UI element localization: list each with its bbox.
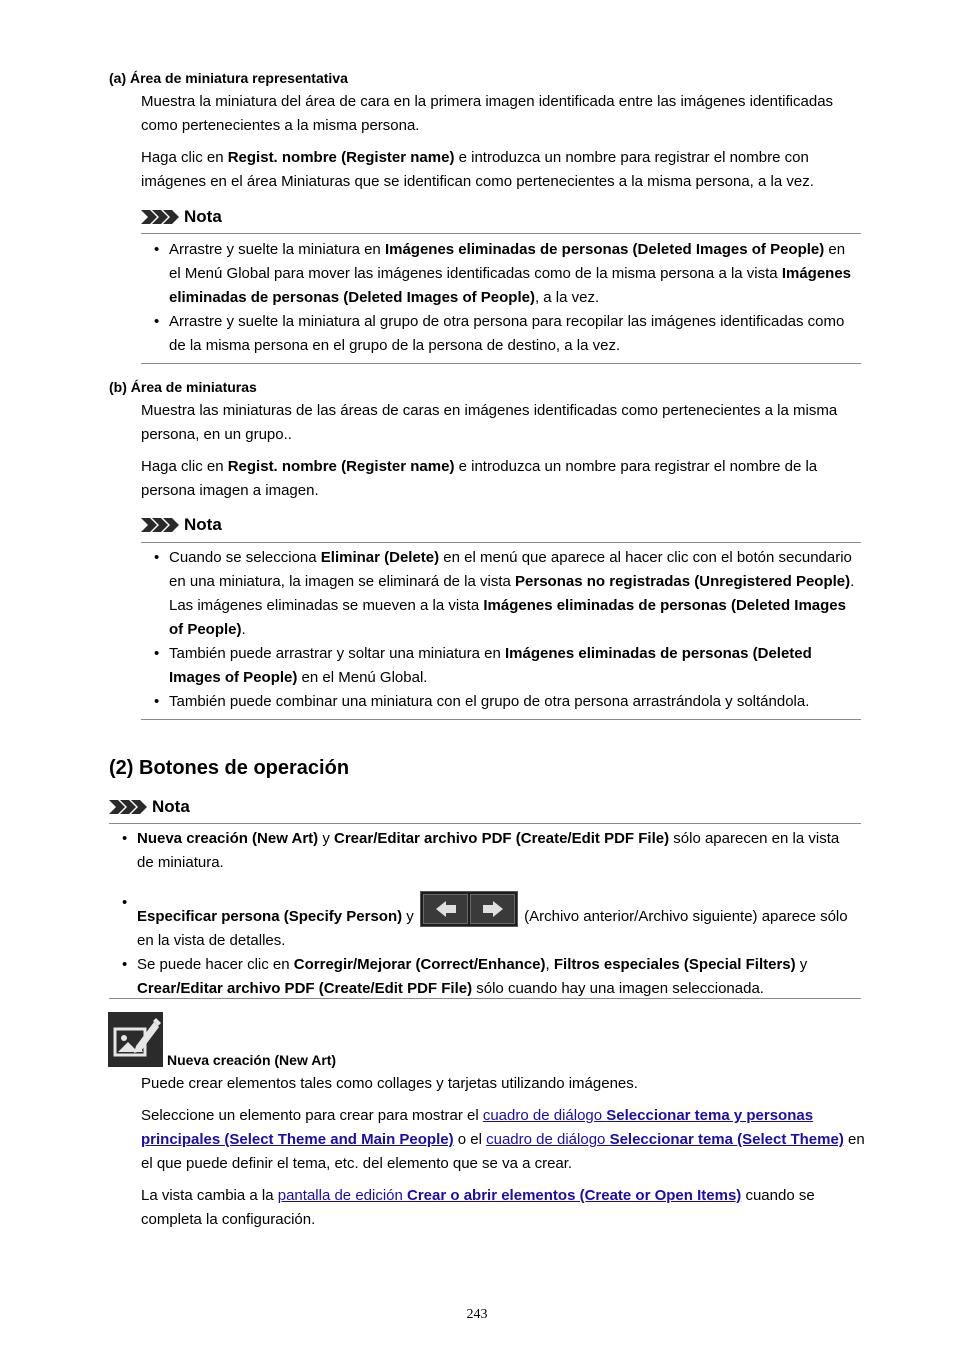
prev-file-icon bbox=[423, 894, 468, 924]
list-item: • Cuando se selecciona Eliminar (Delete) en el menú que aparece al hacer clic con el botón secundario en una miniatura, la imagen se eliminará de la vista Personas no registradas (Unregistered People). Las imágenes eliminadas se mueven a la vista Imágenes eliminadas de personas (Deleted Images of People). bbox=[141, 546, 861, 642]
select-theme-link[interactable]: cuadro de diálogo Seleccionar tema (Select Theme) bbox=[486, 1131, 844, 1148]
new-art-title: Nueva creación (New Art) bbox=[167, 1052, 337, 1068]
note-heading-a bbox=[141, 205, 222, 229]
note-box-2 bbox=[109, 823, 861, 999]
create-open-items-link[interactable]: pantalla de edición Crear o abrir elementos (Create or Open Items) bbox=[277, 1187, 742, 1204]
new-art-paragraph-1: Puede crear elementos tales como collages y tarjetas utilizando imágenes. bbox=[141, 1075, 638, 1092]
note-heading-2 bbox=[109, 795, 190, 819]
note-arrows-icon bbox=[141, 208, 179, 226]
prev-next-file-buttons bbox=[420, 891, 518, 927]
section-b-paragraph-2: Haga clic en Regist. nombre (Register name) e introduzca un nombre para registrar el nombre de la persona imagen a imagen. bbox=[141, 458, 818, 499]
section-b-title: (b) Área de miniaturas bbox=[109, 379, 257, 395]
section-b-paragraph-1: Muestra las miniaturas de las áreas de caras en imágenes identificadas como pertenecientes a la misma persona, en un grupo.. bbox=[141, 402, 838, 443]
note-box-b bbox=[141, 542, 861, 720]
note-heading-b bbox=[141, 513, 222, 537]
note-arrows-icon bbox=[109, 798, 147, 816]
note-arrows-icon bbox=[141, 516, 179, 534]
register-name-term: Regist. nombre (Register name) bbox=[227, 149, 455, 166]
list-item: • Especificar persona (Specify Person) y (Archivo anterior/Archivo siguiente) aparece sólo en la vista de detalles. bbox=[109, 891, 861, 953]
section-a-paragraph-2: Haga clic en Regist. nombre (Register name) e introduzca un nombre para registrar el nombre con imágenes en el área Miniaturas que se identifican como pertenecientes a la misma persona, a la vez. bbox=[141, 149, 814, 190]
list-item: • Se puede hacer clic en Corregir/Mejorar (Correct/Enhance), Filtros especiales (Special Filters) y Crear/Editar archivo PDF (Create/Edit PDF File) sólo cuando hay una imagen seleccionada. bbox=[109, 953, 861, 1001]
note-label: Nota bbox=[184, 515, 222, 534]
section-2-heading: (2) Botones de operación bbox=[109, 757, 350, 779]
page-number: 243 bbox=[466, 1307, 488, 1322]
list-item: • También puede arrastrar y soltar una miniatura en Imágenes eliminadas de personas (Deleted Images of People) en el Menú Global. bbox=[141, 642, 861, 690]
next-file-icon bbox=[470, 894, 515, 924]
new-art-paragraph-3: La vista cambia a la pantalla de edición Crear o abrir elementos (Create or Open Items) cuando se completa la configuración. bbox=[141, 1187, 815, 1228]
select-theme-main-people-link[interactable]: cuadro de diálogo Seleccionar tema y personas principales (Select Theme and Main People) bbox=[141, 1107, 814, 1148]
section-a-paragraph-1: Muestra la miniatura del área de cara en la primera imagen identificada entre las imágenes identificadas como pertenecientes a la misma persona. bbox=[141, 93, 834, 134]
new-art-icon bbox=[108, 1012, 163, 1067]
section-a-title: (a) Área de miniatura representativa bbox=[109, 70, 348, 86]
list-item: • También puede combinar una miniatura con el grupo de otra persona arrastrándola y soltándola. bbox=[141, 690, 861, 714]
note-label: Nota bbox=[152, 797, 190, 816]
list-item: • Arrastre y suelte la miniatura al grupo de otra persona para recopilar las imágenes identificadas como de la misma persona en el grupo de la persona de destino, a la vez. bbox=[141, 310, 861, 358]
note-label: Nota bbox=[184, 207, 222, 226]
list-item: • Nueva creación (New Art) y Crear/Editar archivo PDF (Create/Edit PDF File) sólo aparecen en la vista de miniatura. bbox=[109, 827, 861, 875]
note-box-a bbox=[141, 233, 861, 364]
list-item: • Arrastre y suelte la miniatura en Imágenes eliminadas de personas (Deleted Images of People) en el Menú Global para mover las imágenes identificadas como de la misma persona a la vista Imágenes eliminadas de personas (Deleted Images of People), a la vez. bbox=[141, 238, 861, 310]
new-art-paragraph-2: Seleccione un elemento para crear para mostrar el cuadro de diálogo Seleccionar tema y personas principales (Select Theme and Main People) o el cuadro de diálogo Seleccionar tema (Select Theme) en el que puede definir el tema, etc. del elemento que se va a crear. bbox=[141, 1107, 865, 1172]
